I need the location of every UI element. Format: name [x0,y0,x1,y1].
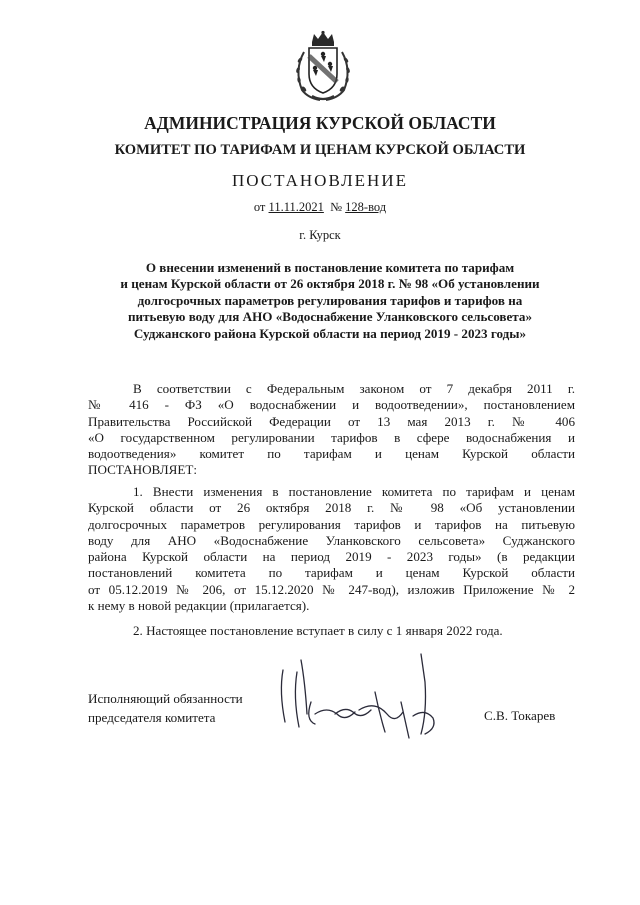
title-line: питьевую воду для АНО «Водоснабжение Уланковского сельсовета» [128,309,532,325]
organization-name: АДМИНИСТРАЦИЯ КУРСКОЙ ОБЛАСТИ [144,113,496,133]
position-line: председателя комитета [88,710,216,725]
preamble-line: № 416 - ФЗ «О водоснабжении и водоотведении», постановлением [88,397,575,413]
signatory-name: С.В. Токарев [484,708,556,723]
preamble-line: Правительства Российской Федерации от 13 мая 2013 г. № 406 [88,413,575,429]
item-2-line: 2. Настоящее постановление вступает в силу с 1 января 2022 года. [133,623,503,638]
item-1-line: Курской области от 26 октября 2018 г. № 98 «Об установлении [88,500,575,516]
title-line: и ценам Курской области от 26 октября 2018 г. № 98 «Об установлении [120,276,540,292]
preamble-line: ПОСТАНОВЛЯЕТ: [88,462,198,478]
position-line: Исполняющий обязанности [88,691,243,706]
number-prefix: № [330,200,343,214]
signatory-position [88,689,243,727]
item-1-line: воду для АНО «Водоснабжение Уланковского сельсовета» Суджанского [88,532,575,548]
date-number-line [0,200,640,215]
title-line: долгосрочных параметров регулирования тарифов и тарифов на [137,292,523,308]
document-title [80,260,580,342]
city: г. Курск [299,228,341,242]
coat-of-arms-emblem [290,30,356,104]
preamble-paragraph [88,381,575,479]
item-1-line: постановлений комитета по тарифам и ценам Курской области [88,565,575,581]
preamble-line: водоотведения» комитет по тарифам и ценам Курской области [88,446,575,462]
item-1-line: долгосрочных параметров регулирования тарифов и тарифов на питьевую [88,516,575,532]
document-number: 128-вод [345,200,387,214]
item-1-line: района Курской области на период 2019 - 2023 годы» (в редакции [88,549,575,565]
title-line: О внесении изменений в постановление комитета по тарифам [145,260,515,275]
date-prefix: от [253,200,266,214]
item-1-line: от 05.12.2019 № 206, от 15.12.2020 № 247-вод), изложив Приложение № 2 [88,581,575,597]
item-1-line: к нему в новой редакции (прилагается). [88,598,310,614]
document-type: ПОСТАНОВЛЕНИЕ [231,171,408,190]
item-2-paragraph [88,623,575,639]
preamble-line: В соответствии с Федеральным законом от 7 декабря 2011 г. [133,381,575,396]
committee-name: КОМИТЕТ ПО ТАРИФАМ И ЦЕНАМ КУРСКОЙ ОБЛАСТИ [114,142,526,158]
title-line: Суджанского района Курской области на период 2019 - 2023 годы» [133,325,527,341]
item-1-paragraph [88,484,575,614]
item-1-line: 1. Внести изменения в постановление комитета по тарифам и ценам [133,484,575,499]
handwritten-signature [275,652,445,747]
document-date: 11.11.2021 [268,200,324,214]
preamble-line: «О государственном регулировании тарифов в сфере водоснабжения и [88,429,575,445]
